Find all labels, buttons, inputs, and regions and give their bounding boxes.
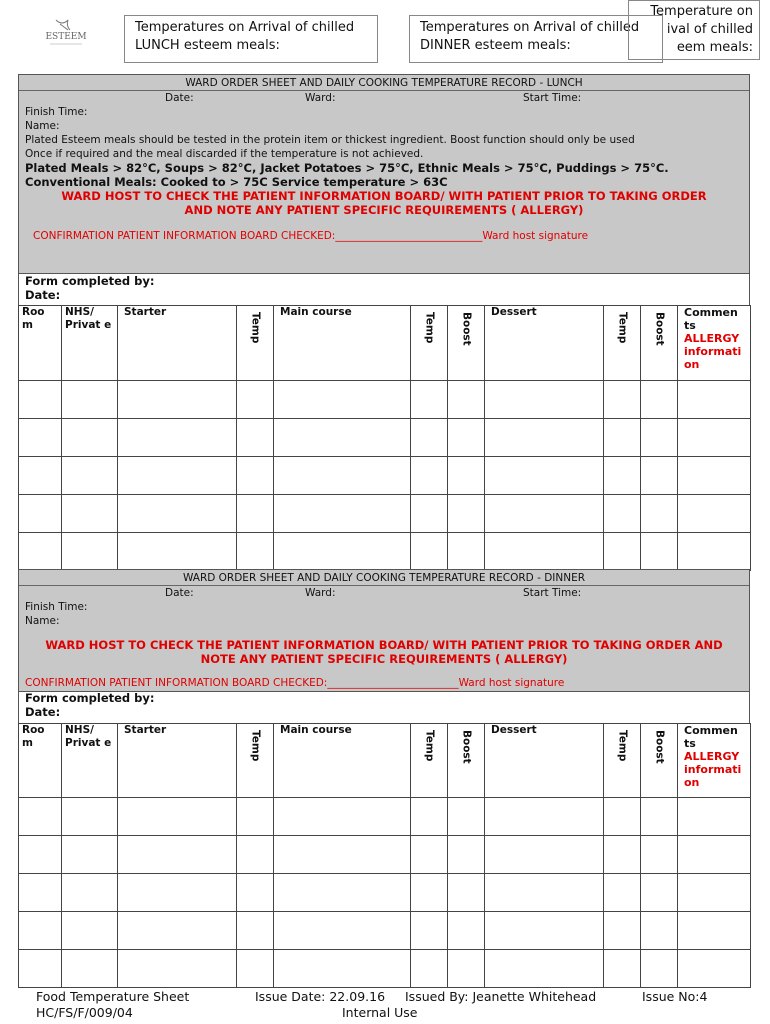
logo-text: ESTEEM (45, 32, 87, 42)
lunch-instruction-1: Plated Esteem meals should be tested in the protein item or thickest ingredient. Boost function should only be used (25, 134, 635, 146)
col-starter: Starter (118, 306, 237, 381)
col-starter-temp (237, 724, 274, 798)
col-comments (678, 306, 751, 381)
lunch-header-row (19, 306, 751, 381)
dinner-arrival-label: Temperatures on Arrival of chilled DINNER esteem meals: (420, 20, 640, 53)
col-starter-temp (237, 306, 274, 381)
col-dessert: Dessert (485, 724, 604, 798)
dinner-ward-host-instruction: WARD HOST TO CHECK THE PATIENT INFORMATION BOARD/ WITH PATIENT PRIOR TO TAKING ORDER AND NOTE ANY PATIENT SPECIFIC REQUIREMENTS ( ALLERGY) (45, 638, 723, 666)
lunch-finish-time-label: Finish Time: (25, 106, 88, 118)
lunch-completed-by-section (18, 274, 750, 306)
table-row[interactable] (19, 419, 751, 457)
col-room: Roo m (19, 724, 62, 798)
dessert-temp-label: Temp (616, 312, 629, 344)
lunch-completed-by-label: Form completed by: (25, 274, 155, 288)
table-row[interactable] (19, 381, 751, 419)
footer-issue-no: Issue No:4 (642, 989, 708, 1004)
col-comments (678, 724, 751, 798)
third-box-line3: eem meals: (676, 40, 753, 55)
table-row[interactable] (19, 836, 751, 874)
lunch-ward-label: Ward: (305, 92, 336, 104)
lunch-name-label: Name: (25, 120, 60, 132)
table-row[interactable] (19, 533, 751, 571)
third-arrival-temp-box[interactable] (628, 0, 760, 60)
footer-issued-by: Issued By: Jeanette Whitehead (405, 989, 597, 1004)
table-row[interactable] (19, 495, 751, 533)
table-row[interactable] (19, 798, 751, 836)
table-row[interactable] (19, 950, 751, 988)
main-temp-label: Temp (423, 312, 436, 344)
lunch-title: WARD ORDER SHEET AND DAILY COOKING TEMPERATURE RECORD - LUNCH (19, 75, 749, 91)
footer-code: HC/FS/F/009/04 (36, 1005, 133, 1020)
table-row[interactable] (19, 874, 751, 912)
footer-issue-date: Issue Date: 22.09.16 (255, 989, 386, 1004)
dinner-name-label: Name: (25, 615, 60, 627)
col-dessert-temp (604, 306, 641, 381)
allergy-label: ALLERGY informati on (684, 750, 742, 789)
allergy-label: ALLERGY informati on (684, 332, 742, 371)
footer-internal-use: Internal Use (342, 1005, 418, 1020)
col-dessert-temp (604, 724, 641, 798)
col-main-temp (411, 306, 448, 381)
dinner-start-time-label: Start Time: (523, 587, 582, 599)
dinner-title: WARD ORDER SHEET AND DAILY COOKING TEMPERATURE RECORD - DINNER (19, 570, 749, 586)
col-room: Roo m (19, 306, 62, 381)
plated-meals-temps: Plated Meals > 82°C, Soups > 82°C, Jacket Potatoes > 75°C, Ethnic Meals > 75°C, Puddings > 75°C. (25, 161, 669, 175)
dinner-date-2-label: Date: (25, 705, 61, 719)
dinner-order-table (18, 723, 751, 988)
dessert-temp-label: Temp (616, 730, 629, 762)
col-dessert-boost (641, 306, 678, 381)
dinner-info-section (18, 569, 750, 692)
col-main-temp (411, 724, 448, 798)
main-boost-label: Boost (460, 730, 473, 764)
dessert-boost-label: Boost (653, 312, 666, 346)
lunch-arrival-temp-box[interactable] (124, 15, 378, 63)
dinner-header-row (19, 724, 751, 798)
dinner-date-label: Date: (165, 587, 194, 599)
lunch-confirmation-line[interactable]: CONFIRMATION PATIENT INFORMATION BOARD CHECKED:____________________________Ward host signature (33, 230, 589, 242)
col-dessert-boost (641, 724, 678, 798)
esteem-logo (38, 16, 94, 56)
footer-left (36, 989, 189, 1021)
table-row[interactable] (19, 457, 751, 495)
lunch-date-2-label: Date: (25, 288, 61, 302)
starter-temp-label: Temp (249, 730, 262, 762)
col-main-boost (448, 306, 485, 381)
table-row[interactable] (19, 912, 751, 950)
footer-title: Food Temperature Sheet (36, 989, 190, 1004)
lunch-start-time-label: Start Time: (523, 92, 582, 104)
dessert-boost-label: Boost (653, 730, 666, 764)
dinner-confirmation-line[interactable]: CONFIRMATION PATIENT INFORMATION BOARD CHECKED:_________________________Ward host signature (25, 677, 565, 689)
lunch-date-label: Date: (165, 92, 194, 104)
col-dessert: Dessert (485, 306, 604, 381)
lunch-ward-host-instruction: WARD HOST TO CHECK THE PATIENT INFORMATION BOARD/ WITH PATIENT PRIOR TO TAKING ORDER AND NOTE ANY PATIENT SPECIFIC REQUIREMENTS ( ALLERGY) (61, 189, 707, 217)
col-nhs-private: NHS/ Privat e (62, 724, 118, 798)
comments-label: Commen ts (684, 724, 738, 750)
col-nhs-private: NHS/ Privat e (62, 306, 118, 381)
conventional-meals-temps: Conventional Meals: Cooked to > 75C Service temperature > 63C (25, 175, 448, 189)
lunch-arrival-label: Temperatures on Arrival of chilled LUNCH esteem meals: (135, 20, 355, 53)
lunch-order-table (18, 305, 751, 571)
lunch-instruction-2: Once if required and the meal discarded if the temperature is not achieved. (25, 148, 424, 160)
third-box-line2: ival of chilled (666, 22, 753, 37)
main-boost-label: Boost (460, 312, 473, 346)
col-main-boost (448, 724, 485, 798)
dinner-completed-by-section (18, 691, 750, 724)
dinner-arrival-temp-box[interactable] (409, 15, 663, 63)
third-box-line1: Temperature on (650, 4, 753, 19)
dinner-completed-by-label: Form completed by: (25, 691, 155, 705)
starter-temp-label: Temp (249, 312, 262, 344)
comments-label: Commen ts (684, 306, 738, 332)
main-temp-label: Temp (423, 730, 436, 762)
col-starter: Starter (118, 724, 237, 798)
col-main-course: Main course (274, 724, 411, 798)
lunch-info-section (18, 74, 750, 274)
dinner-finish-time-label: Finish Time: (25, 601, 88, 613)
col-main-course: Main course (274, 306, 411, 381)
dinner-ward-label: Ward: (305, 587, 336, 599)
